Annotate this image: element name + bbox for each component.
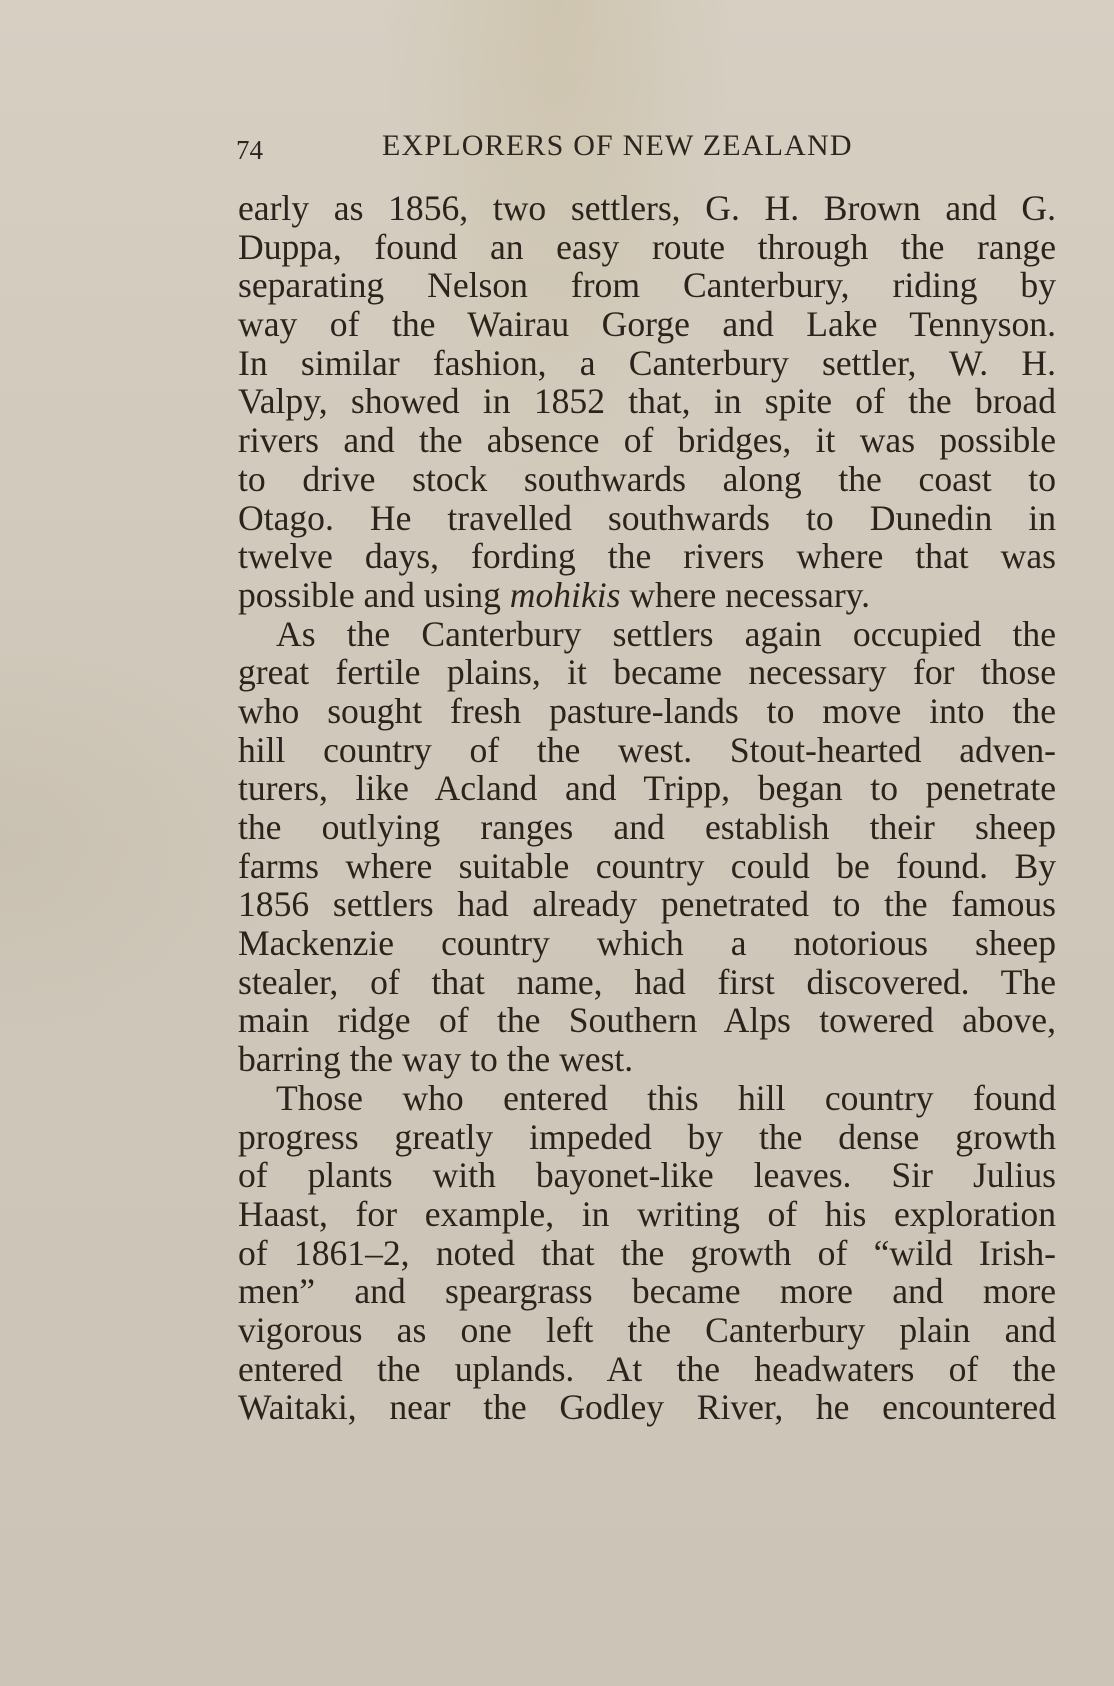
- text-line: hill country of the west. Stout-hearted adven-: [238, 729, 1056, 770]
- text-line: Waitaki, near the Godley River, he encountered: [238, 1387, 1056, 1428]
- text-line: the outlying ranges and establish their sheep: [238, 807, 1056, 847]
- text-line: to drive stock southwards along the coast to: [238, 458, 1056, 499]
- text-line: great fertile plains, it became necessary for those: [238, 652, 1056, 693]
- text-line: Otago. He travelled southwards to Dunedin in: [238, 497, 1056, 538]
- paragraph-first-line: Those who entered this hill country found: [276, 1077, 1056, 1118]
- text-line: Duppa, found an easy route through the range: [238, 226, 1056, 267]
- text-line: separating Nelson from Canterbury, riding by: [238, 265, 1056, 306]
- paragraph-first-line: As the Canterbury settlers again occupied the: [276, 613, 1056, 654]
- text-line: Valpy, showed in 1852 that, in spite of the broad: [238, 381, 1056, 422]
- text-run: where necessary.: [620, 574, 871, 615]
- italic-term: mohikis: [509, 574, 621, 615]
- text-line: of 1861–2, noted that the growth of “wild Irish-: [238, 1232, 1056, 1273]
- text-line: way of the Wairau Gorge and Lake Tennyson.: [238, 304, 1056, 345]
- text-line: rivers and the absence of bridges, it was possible: [238, 420, 1056, 461]
- text-line: turers, like Acland and Tripp, began to penetrate: [238, 768, 1056, 809]
- text-line: farms where suitable country could be found. By: [238, 845, 1056, 886]
- text-line: of plants with bayonet-like leaves. Sir Julius: [238, 1155, 1056, 1196]
- page-number: 74: [236, 135, 263, 165]
- text-line: In similar fashion, a Canterbury settler, W. H.: [238, 342, 1056, 383]
- text-line: men” and speargrass became more and more: [238, 1271, 1056, 1312]
- text-line: main ridge of the Southern Alps towered above,: [238, 1000, 1056, 1041]
- text-line: Haast, for example, in writing of his exploration: [238, 1193, 1056, 1234]
- text-line: who sought fresh pasture-lands to move into the: [238, 690, 1056, 731]
- text-line: [238, 576, 1056, 615]
- running-title: EXPLORERS OF NEW ZEALAND: [382, 129, 853, 162]
- running-head: [236, 129, 916, 169]
- text-line: progress greatly impeded by the dense growth: [238, 1116, 1056, 1157]
- text-line: stealer, of that name, had first discovered. The: [238, 961, 1056, 1002]
- text-line: twelve days, fording the rivers where that was: [238, 536, 1056, 577]
- text-line: 1856 settlers had already penetrated to the famous: [238, 884, 1056, 925]
- text-line: barring the way to the west.: [238, 1039, 634, 1080]
- text-line: vigorous as one left the Canterbury plain and: [238, 1309, 1056, 1350]
- text-run: possible and using: [238, 574, 510, 615]
- text-line: Mackenzie country which a notorious sheep: [238, 923, 1056, 964]
- body-text: [238, 189, 1056, 1427]
- text-line: entered the uplands. At the headwaters of the: [238, 1348, 1056, 1389]
- text-line: early as 1856, two settlers, G. H. Brown and G.: [238, 188, 1056, 228]
